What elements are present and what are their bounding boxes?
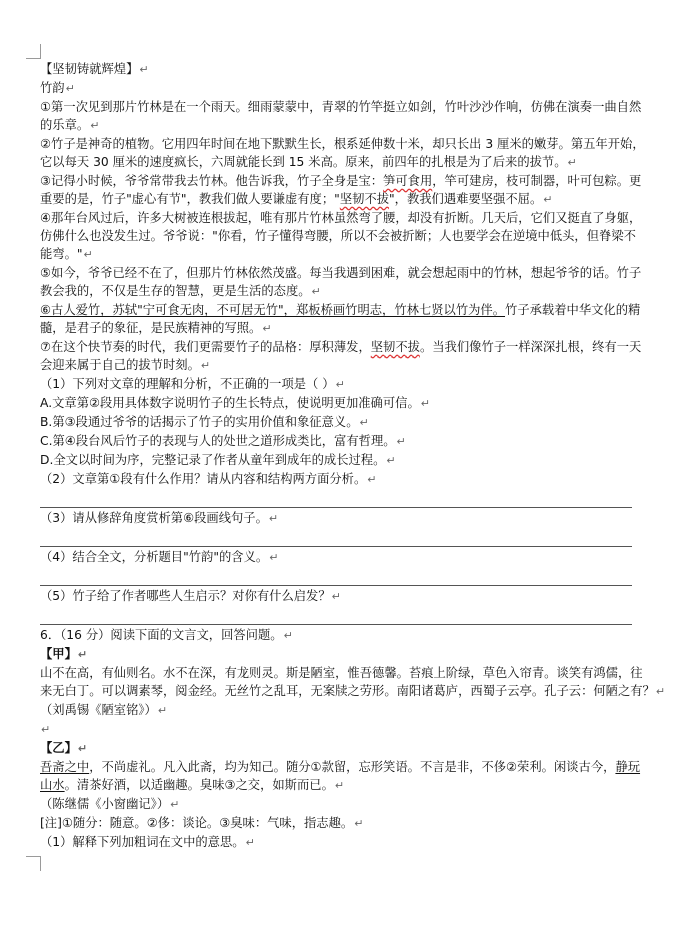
question-4: （4）结合全文，分析题目"竹韵"的含义。↵	[40, 550, 279, 564]
section-header: 【坚韧铸就辉煌】↵	[40, 62, 149, 76]
para3-line1: ③记得小时候，爷爷常带我去竹林。他告诉我，竹子全身是宝：笋可食用，竿可建房，枝可制器，叶可包粽。更	[40, 174, 642, 188]
passage-yi-label: 【乙】↵	[40, 741, 88, 755]
para6-line1: ⑥古人爱竹，苏轼"宁可食无肉，不可居无竹"，郑板桥画竹明志，竹林七贤以竹为伴。竹子承载着中华文化的精	[40, 303, 641, 317]
question-3: （3）请从修辞角度赏析第⑥段画线句子。↵	[40, 511, 279, 525]
para2-line1: ②竹子是神奇的植物。它用四年时间在地下默默生长，根系延伸数十米，却只长出 3 厘米的嫩芽。第五年开始，	[40, 137, 645, 151]
question-1-option-c: C.第④段台风后竹子的表现与人的处世之道形成类比，富有哲理。↵	[40, 434, 406, 448]
para7-line1: ⑦在这个快节奏的时代，我们更需要竹子的品格：厚积薄发，坚韧不拔。当我们像竹子一样深深扎根，终有一天	[40, 340, 642, 354]
margin-mark-bottom-left	[26, 856, 41, 871]
article-title: 竹韵↵	[40, 81, 75, 95]
answer-line-4	[40, 567, 632, 586]
question-1-option-d: D.全文以时间为序，完整记录了作者从童年到成年的成长过程。↵	[40, 453, 396, 467]
section-6-heading: 6．（16 分）阅读下面的文言文，回答问题。↵	[40, 628, 293, 642]
answer-line-5	[40, 606, 632, 625]
question-2: （2）文章第①段有什么作用？请从内容和结构两方面分析。↵	[40, 472, 377, 486]
question-1-option-a: A.文章第②段用具体数字说明竹子的生长特点，使说明更加准确可信。↵	[40, 396, 430, 410]
para1-line1: ①第一次见到那片竹林是在一个雨天。细雨蒙蒙中，青翠的竹竿挺立如剑，竹叶沙沙作响，仿佛在演奏一曲自然	[40, 100, 642, 114]
para4-line3: 能弯。"↵	[40, 247, 93, 261]
passage-yi-source: （陈继儒《小窗幽记》）↵	[40, 797, 180, 811]
answer-line-2	[40, 489, 632, 508]
para5-line2: 教会我的，不仅是生存的智慧，更是生活的态度。↵	[40, 284, 321, 298]
para7-line2: 会迎来属于自己的拔节时刻。↵	[40, 358, 211, 372]
question-1-option-b: B.第③段通过爷爷的话揭示了竹子的实用价值和象征意义。↵	[40, 415, 369, 429]
question-6-1: （1）解释下列加粗词在文中的意思。↵	[40, 835, 255, 849]
answer-line-3	[40, 528, 632, 547]
question-5: （5）竹子给了作者哪些人生启示？对你有什么启发？↵	[40, 589, 341, 603]
para5-line1: ⑤如今，爷爷已经不在了，但那片竹林依然茂盛。每当我遇到困难，就会想起雨中的竹林，想起爷爷的话。竹子	[40, 266, 642, 280]
para2-line2: 它以每天 30 厘米的速度疯长，六周就能长到 15 米高。原来，前四年的扎根是为了后来的拔节。↵	[40, 155, 577, 169]
para3-line2: 重要的是，竹子"虚心有节"，教我们做人要谦虚有度；"坚韧不拔"，教我们遇难要坚强不屈。↵	[40, 192, 553, 206]
passage-jia-source: （刘禹锡《陋室铭》）↵	[40, 703, 168, 717]
document-body	[40, 60, 666, 852]
passage-jia-line2: 来无白丁。可以调素琴，阅金经。无丝竹之乱耳，无案牍之劳形。南阳诸葛庐，西蜀子云亭。孔子云：何陋之有？↵	[40, 684, 666, 698]
margin-mark-top-left	[26, 44, 41, 59]
annotation-note: [注]①随分：随意。②侈：谈论。③臭味：气味，指志趣。↵	[40, 816, 364, 830]
blank-line: ↵	[41, 723, 51, 736]
para6-line2: 髓，是君子的象征，是民族精神的写照。↵	[40, 321, 272, 335]
underlined-sentence: ⑥古人爱竹，苏轼"宁可食无肉，不可居无竹"，郑板桥画竹明志，竹林七贤以竹为伴。	[40, 303, 506, 317]
para4-line2: 仿佛什么也没发生过。爷爷说："你看，竹子懂得弯腰，所以不会被折断；人也要学会在逆境中低头，但脊梁不	[40, 229, 636, 243]
para1-line2: 的乐章。↵	[40, 118, 100, 132]
passage-jia-line1: 山不在高，有仙则名。水不在深，有龙则灵。斯是陋室，惟吾德馨。苔痕上阶绿，草色入帘青。谈笑有鸿儒，往	[40, 666, 643, 680]
para4-line1: ④那年台风过后，许多大树被连根拔起，唯有那片竹林虽然弯了腰，却没有折断。几天后，它们又挺直了身躯，	[40, 211, 642, 225]
question-1-stem: （1）下列对文章的理解和分析，不正确的一项是（ ）↵	[40, 377, 345, 391]
passage-jia-label: 【甲】↵	[40, 647, 88, 661]
passage-yi-line2: 山水。清茶好酒，以适幽趣。臭味③之交，如斯而已。↵	[40, 778, 345, 792]
passage-yi-line1: 吾斋之中，不尚虚礼。凡入此斋，均为知己。随分①款留，忘形笑语。不言是非，不侈②荣利。闲谈古今，静玩	[40, 760, 641, 774]
